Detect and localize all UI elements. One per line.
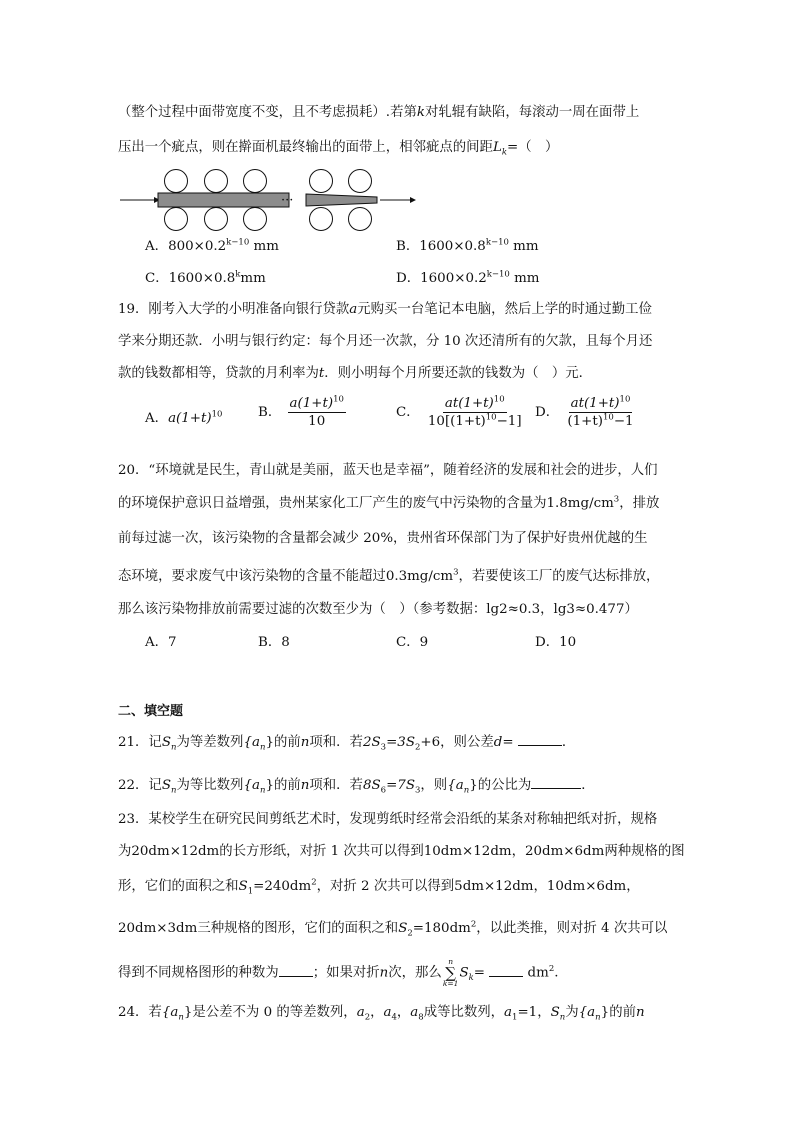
q20-line-1: 20．“环境就是民生，青山就是美丽，蓝天也是幸福”，随着经济的发展和社会的进步，人们 [118,463,658,478]
q23-line-5: 得到不同规格图形的种数为 ；如果对折n次，那么 n ∑ k=1 $S_k= dm^2$. [118,957,559,988]
q19-option-b: B． $\frac{a(1+t)^{10}}{10}$ [258,394,344,429]
q23-line-3: 形，它们的面积之和$S_1=240dm^2$，对折 2 次共可以得到5dm×12dm，10dm×6dm， [118,877,640,897]
q23-line-4: 20dm×3dm三种规格的图形，它们的面积之和$S_2=180dm^2$，以此类推，则对折 4 次共可以 [118,919,668,939]
q20-option-b: B．8 [258,635,290,650]
q20-line-3: 前每过滤一次，该污染物的含量都会减少 20%，贵州省环保部门为了保护好贵州优越的生 [118,531,648,546]
q19-option-d: D． $\frac{at(1+t)^{10}}{(1+t)^{10}-1}$ [535,394,634,429]
rolling-mill-diagram [118,164,418,234]
q18-option-d: D．$1600\times 0.2^{k-10}$ mm [396,269,540,286]
q18-option-b: B．$1600\times 0.8^{k-10}$ mm [396,237,539,254]
q23-answer-blank-2[interactable] [489,964,523,977]
q21-answer-blank[interactable] [518,733,562,746]
q20-option-c: C．9 [396,635,429,650]
q23-line-2: 为20dm×12dm的长方形纸，对折 1 次共可以得到10dm×12dm，20dm×6dm两种规格的图 [118,844,685,859]
q19-line-1: 19．刚考入大学的小明准备向银行贷款a元购买一台笔记本电脑，然后上学的时通过勤工俭 [118,302,652,317]
q18-option-a: A．$800\times 0.2^{k-10}$ mm [145,237,279,254]
dough-strip-wide [158,193,289,207]
q19-option-a: A．$a(1+t)^{10}$ [145,409,223,426]
q19-line-2: 学来分期还款．小明与银行约定：每个月还一次款，分 10 次还清所有的欠款，且每个月还 [118,334,653,349]
q19-line-3: 款的钱数都相等，贷款的月利率为t．则小明每个月所要还款的钱数为（ ）元． [118,366,593,381]
q20-line-4: 态环境，要求废气中该污染物的含量不能超过$0.3mg/cm^3$，若要使该工厂的废气达标排放， [118,567,660,584]
q23-answer-blank-1[interactable] [279,964,313,977]
q22-answer-blank[interactable] [531,776,581,789]
q24-line: 24．若$\{a_n\}$是公差不为 0 的等差数列，$a_2$，$a_4$，$a_8$成等比数列，$a_1=1$，$S_n$为$\{a_n\}$的前n [118,1005,645,1023]
q21-line: 21．记$S_n$为等差数列$\{a_n\}$的前n项和．若$2S_3=3S_2+6$，则公差d= ． [118,735,576,753]
q18-line-1: （整个过程中面带宽度不变，且不考虑损耗）.若第k对轧辊有缺陷，每滚动一周在面带上 [118,105,640,120]
q20-option-a: A．7 [145,635,177,650]
diagram-ellipsis: ··· [281,193,294,208]
summation-symbol: n ∑ k=1 [442,957,459,988]
q20-line-5: 那么该污染物排放前需要过滤的次数至少为（ ）（参考数据：lg2≈0.3，lg3≈0.477） [118,602,638,617]
q19-option-c: C． $\frac{at(1+t)^{10}}{10[(1+t)^{10}-1]}$ [396,394,522,429]
q22-line: 22．记$S_n$为等比数列$\{a_n\}$的前n项和．若$8S_6=7S_3$，则$\{a_n\}$的公比为 ． [118,778,595,796]
q23-line-1: 23．某校学生在研究民间剪纸艺术时，发现剪纸时经常会沿纸的某条对称轴把纸对折，规格 [118,812,658,827]
q18-option-c: C．$1600\times 0.8^kmm$ [145,269,266,286]
q20-option-d: D．10 [535,635,577,650]
q18-line-2: 压出一个疵点，则在擀面机最终输出的面带上，相邻疵点的间距$L_k=$（ ） [118,140,559,158]
section-heading-fill-in: 二、填空题 [118,704,184,719]
q20-line-2: 的环境保护意识日益增强，贵州某家化工厂产生的废气中污染物的含量为$1.8mg/cm^3$，排放 [118,494,660,511]
dough-strip-thin [306,194,377,206]
